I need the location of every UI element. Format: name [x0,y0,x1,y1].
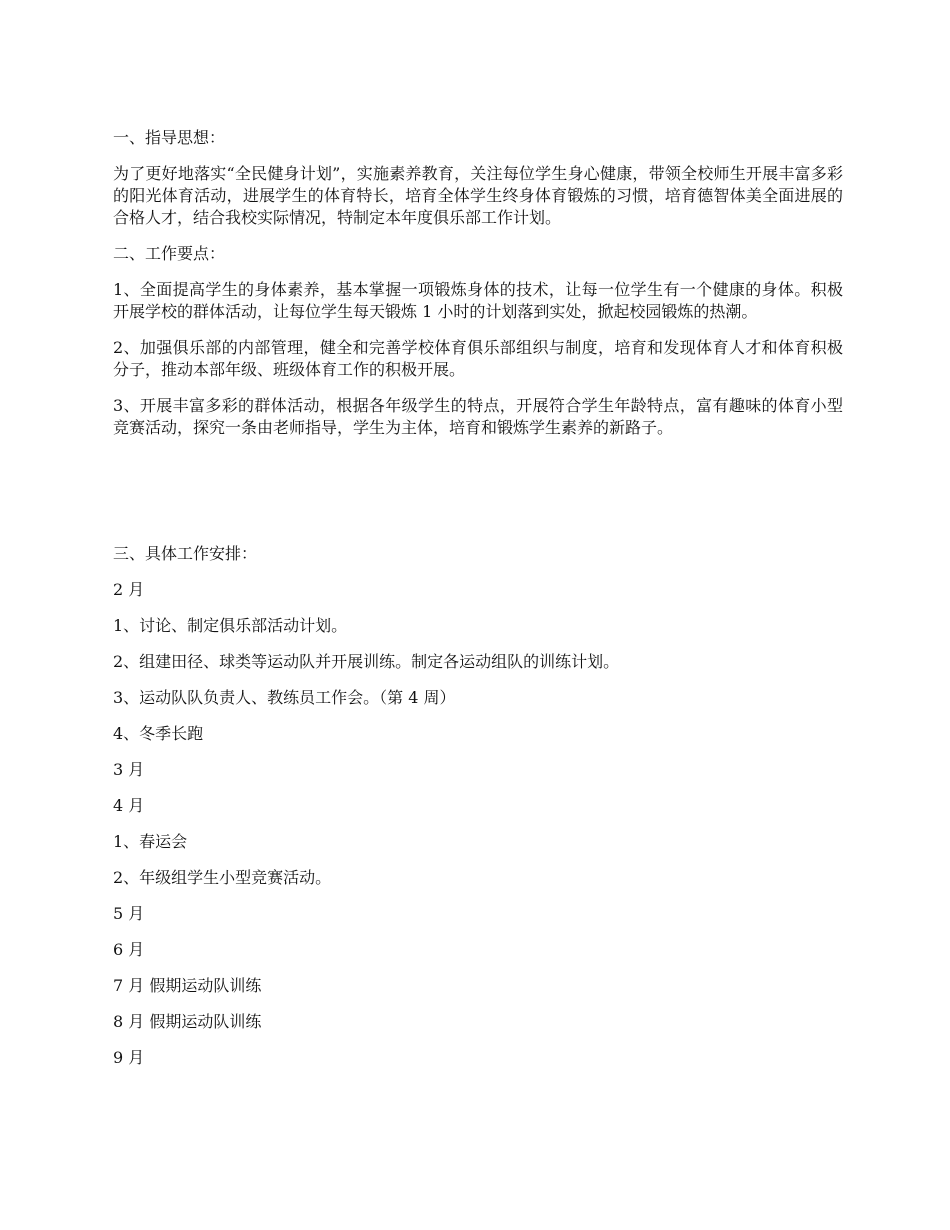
section-2-point-2: 2、加强俱乐部的内部管理，健全和完善学校体育俱乐部组织与制度，培育和发现体育人才和体育积极分子，推动本部年级、班级体育工作的积极开展。 [113,338,843,379]
section-1-heading: 一、指导思想： [113,128,226,147]
section-1-body: 为了更好地落实“全民健身计划”，实施素养教育，关注每位学生身心健康，带领全校师生开展丰富多彩的阳光体育活动，进展学生的体育特长，培育全体学生终身体育锻炼的习惯，培育德智体美全面进展的合格人才，结合我校实际情况，特制定本年度俱乐部工作计划。 [113,164,843,227]
month-label: 2 月 [113,580,145,599]
month-label: 4 月 [113,796,145,815]
section-3-heading: 三、具体工作安排： [113,544,258,563]
section-2-point-3: 3、开展丰富多彩的群体活动，根据各年级学生的特点，开展符合学生年龄特点，富有趣味的体育小型竞赛活动，探究一条由老师指导，学生为主体，培育和锻炼学生素养的新路子。 [113,396,843,437]
plan-item: 2、年级组学生小型竞赛活动。 [113,868,332,887]
month-label: 6 月 [113,940,145,959]
month-label: 5 月 [113,904,145,923]
document-content [113,127,843,1083]
section-2-heading: 二、工作要点： [113,244,226,263]
month-label: 7 月 假期运动队训练 [113,976,262,995]
plan-item: 1、讨论、制定俱乐部活动计划。 [113,616,348,635]
plan-item: 4、冬季长跑 [113,724,204,743]
plan-item: 3、运动队队负责人、教练员工作会。（第 4 周） [113,688,456,707]
plan-item: 2、组建田径、球类等运动队并开展训练。制定各运动组队的训练计划。 [113,652,620,671]
month-label: 8 月 假期运动队训练 [113,1012,262,1031]
month-label: 3 月 [113,760,145,779]
section-2-point-1: 1、全面提高学生的身体素养，基本掌握一项锻炼身体的技术，让每一位学生有一个健康的身体。积极开展学校的群体活动，让每位学生每天锻炼 1 小时的计划落到实处，掀起校园锻炼的热潮。 [113,280,843,321]
month-label: 9 月 [113,1048,145,1067]
section-spacer [113,453,843,543]
plan-item: 1、春运会 [113,832,188,851]
